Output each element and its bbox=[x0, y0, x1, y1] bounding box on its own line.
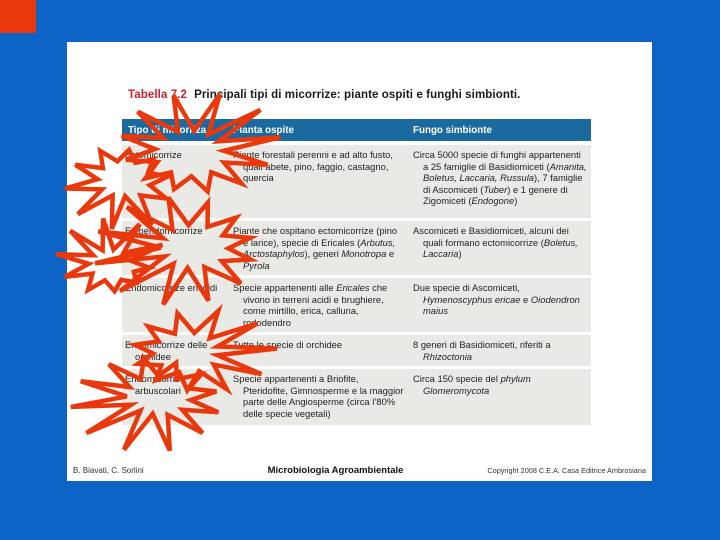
cell-tipo-micorriza: Ectomicorrize bbox=[125, 149, 182, 160]
table-body bbox=[122, 145, 591, 425]
cell-tipo-micorriza: Endomicorrize arbuscolari bbox=[125, 373, 185, 396]
footer-authors: B. Biavati, C. Sorlini bbox=[73, 466, 144, 475]
table-row bbox=[122, 278, 591, 332]
cell-tipo-micorriza: Ectoendomicorrize bbox=[125, 225, 203, 236]
table-caption: Principali tipi di micorrize: piante ospiti e funghi simbionti. bbox=[194, 89, 521, 101]
table-row bbox=[122, 369, 591, 425]
cell-tipo-micorriza: Endomicorrize delle orchidee bbox=[125, 339, 208, 362]
slide-footer bbox=[73, 465, 646, 476]
cell-fungo-simbionte: Circa 5000 specie di funghi appartenenti a 25 famiglie di Basidiomiceti (Amanita, Boletus, Laccaria, Russula), 7 famiglie di Ascomiceti (Tuber) e 1 genere di Zigomiceti (Endogone) bbox=[413, 149, 587, 206]
cell-fungo-simbionte: Circa 150 specie del phylum Glomeromycota bbox=[413, 373, 531, 396]
cell-tipo-micorriza: Endomicorrize ericoidi bbox=[125, 282, 218, 293]
cell-pianta-ospite: Specie appartenenti alle Ericales che vivono in terreni acidi e brughiere, come mirtillo, erica, calluna, rododendro bbox=[233, 282, 388, 328]
cell-fungo-simbionte: Ascomiceti e Basidiomiceti, alcuni dei quali formano ectomicorrize (Boletus, Laccaria) bbox=[413, 225, 578, 259]
column-header-fungo: Fungo simbionte bbox=[413, 124, 492, 136]
table-header-row bbox=[122, 119, 591, 141]
table-row bbox=[122, 221, 591, 275]
table-number-label: Tabella 7.2 bbox=[128, 89, 188, 101]
footer-copyright: Copyright 2008 C.E.A. Casa Editrice Ambrosiana bbox=[487, 466, 646, 475]
cell-fungo-simbionte: Due specie di Ascomiceti, Hymenoscyphus ericae e Oiodendron maius bbox=[413, 282, 580, 316]
column-header-tipo: Tipo di micorriza bbox=[128, 124, 207, 136]
red-corner-block bbox=[0, 0, 36, 33]
table-title bbox=[128, 89, 608, 102]
cell-pianta-ospite: Specie appartenenti a Briofite, Pteridofite, Gimnosperme e la maggior parte delle Angiosperme (circa l’80% delle specie vegetali) bbox=[233, 373, 404, 419]
table-row bbox=[122, 145, 591, 218]
column-header-pianta: Pianta ospite bbox=[233, 124, 294, 136]
table-row bbox=[122, 335, 591, 366]
mycorrhizae-table bbox=[122, 119, 591, 428]
cell-fungo-simbionte: 8 generi di Basidiomiceti, riferiti a Rhizoctonia bbox=[413, 339, 551, 362]
cell-pianta-ospite: Piante forestali perenni e ad alto fusto, quali abete, pino, faggio, castagno, quercia bbox=[233, 149, 393, 183]
cell-pianta-ospite: Piante che ospitano ectomicorrize (pino e larice), specie di Ericales (Arbutus, Arctostaphylos), generi Monotropa e Pyrola bbox=[233, 225, 398, 271]
cell-pianta-ospite: Tutte le specie di orchidee bbox=[233, 339, 343, 350]
footer-book-title: Microbiologia Agroambientale bbox=[267, 465, 404, 476]
presentation-slide bbox=[67, 42, 652, 481]
